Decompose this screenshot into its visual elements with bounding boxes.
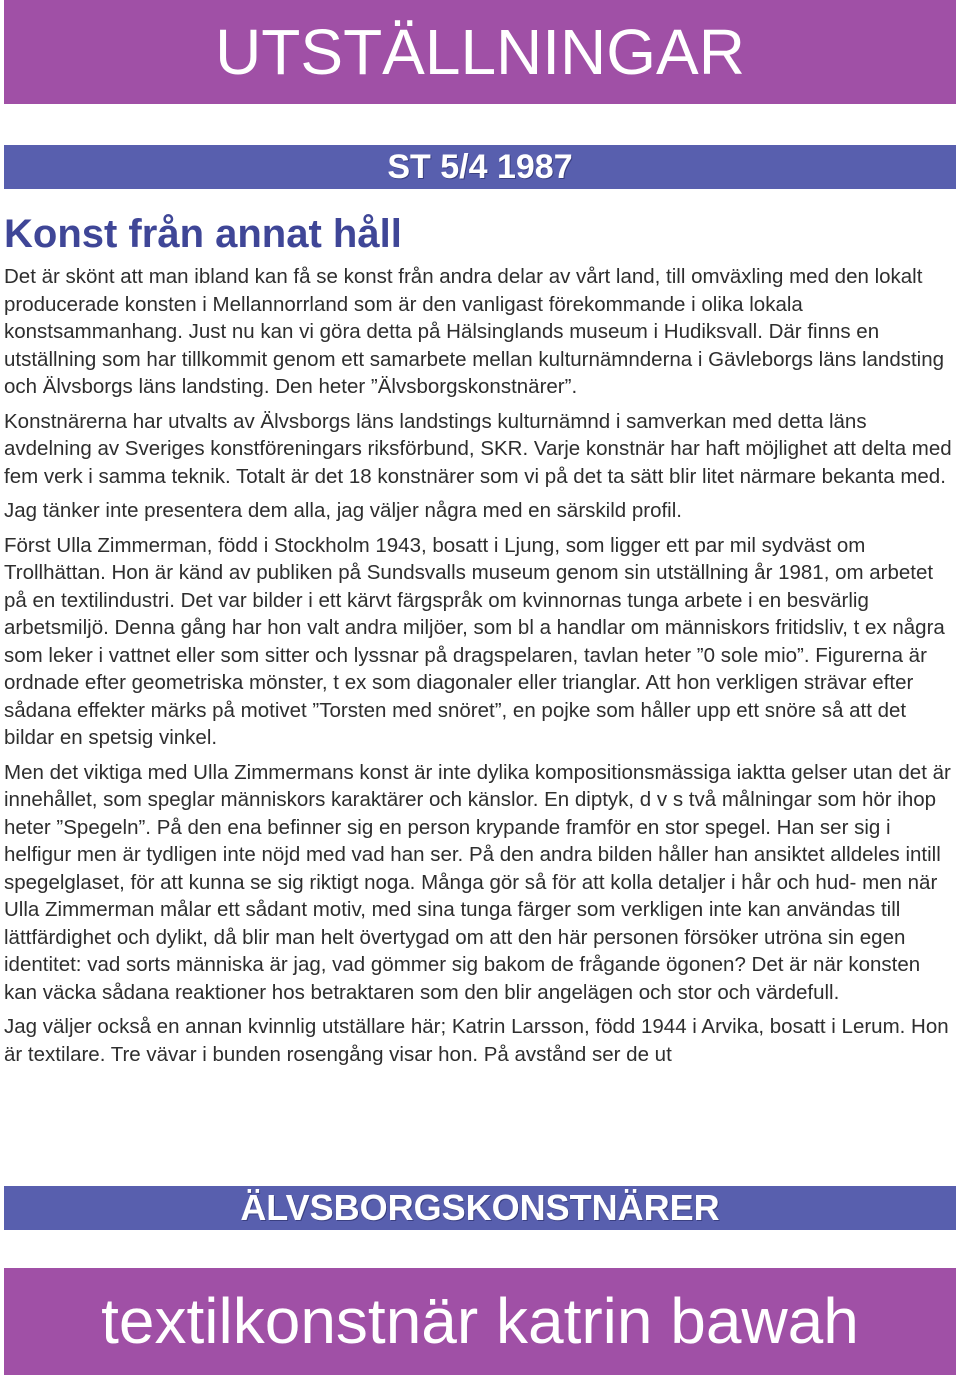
exhibition-title-banner	[4, 1186, 956, 1230]
article-paragraph-2: Konstnärerna har utvalts av Älvsborgs läns landstings kulturnämnd i samverkan med detta läns avdelning av Sveriges konstföreningars riksförbund, SKR. Varje konstnär har haft möjlighet att delta med fem verk i samma teknik. Totalt är det 18 konstnärer som vi på det ta sätt blir litet närmare bekanta med.	[4, 409, 952, 488]
article-paragraph-4: Först Ulla Zimmerman, född i Stockholm 1943, bosatt i Ljung, som ligger ett par mil sydväst om Trollhättan. Hon är känd av publiken på Sundsvalls museum genom sin utställning år 1981, om arbetet på en textilindustri. Det var bilder i ett kärvt färgspråk om kvinnornas tunga arbete i en besvärlig arbetsmiljö. Denna gång har hon valt andra miljöer, som bl a handlar om människors fritidsliv, t ex några som leker i vattnet eller som sitter och lyssnar på dragspelaren, tavlan heter ”0 sole mio”. Figurerna är ordnade efter geometriska mönster, t ex som diagonaler eller trianglar. Att hon verkligen strävar efter sådana effekter märks på motivet ”Torsten med snöret”, en pojke som håller upp ett snöre så att det bildar en spetsig vinkel.	[4, 533, 945, 749]
section-title-banner	[4, 0, 956, 104]
artist-banner	[4, 1268, 956, 1375]
article-paragraph-3: Jag tänker inte presentera dem alla, jag väljer några med en särskild profil.	[4, 499, 682, 522]
article-paragraph-6: Jag väljer också en annan kvinnlig utställare här; Katrin Larsson, född 1944 i Arvika, bosatt i Lerum. Hon är textilare. Tre vävar i bunden rosengång visar hon. På avstånd ser de ut	[4, 1015, 949, 1066]
date-label: ST 5/4 1987	[387, 148, 573, 186]
article-paragraph-1: Det är skönt att man ibland kan få se konst från andra delar av vårt land, till omväxling med den lokalt producerade konsten i Mellannorrland som är den vanligast förekommande i olika lokala konstsammanhang. Just nu kan vi göra detta på Hälsinglands museum i Hudiksvall. Där finns en utställning som har tillkommit genom ett samarbete mellan kulturnämnderna i Gävleborgs läns landsting och Älvsborgs läns landsting. Den heter ”Älvsborgskonstnärer”.	[4, 265, 945, 398]
article-headline: Konst från annat håll	[4, 212, 402, 256]
date-banner	[4, 145, 956, 189]
artist-banner-text: textilkonstnär katrin bawah	[101, 1285, 859, 1357]
section-title: UTSTÄLLNINGAR	[215, 16, 745, 88]
exhibition-title: ÄLVSBORGSKONSTNÄRER	[240, 1187, 720, 1228]
article-body	[4, 263, 958, 1075]
article-paragraph-5: Men det viktiga med Ulla Zimmermans konst är inte dylika kompositionsmässiga iaktta gelser utan det är innehållet, som speglar människors karaktärer och känslor. En diptyk, d v s två målningar som hör ihop heter ”Spegeln”. På den ena befinner sig en person krypande framför en stor spegel. Han ser sig i helfigur men är tydligen inte nöjd med vad han ser. På den andra bilden håller han ansiktet alldeles intill spegelglaset, för att kunna se sig riktigt noga. Många gör så för att kolla detaljer i hår och hud- men när Ulla Zimmerman målar ett sådant motiv, med sina tunga färger som verkligen inte kan användas till lättfärdighet och dylikt, då blir man helt övertygad om att den här personen försöker utröna sin egen identitet: vad sorts människa är jag, vad gömmer sig bakom de frågande ögonen? Det är när konsten kan väcka sådana reaktioner hos betraktaren som den blir angelägen och stor och värdefull.	[4, 760, 951, 1004]
